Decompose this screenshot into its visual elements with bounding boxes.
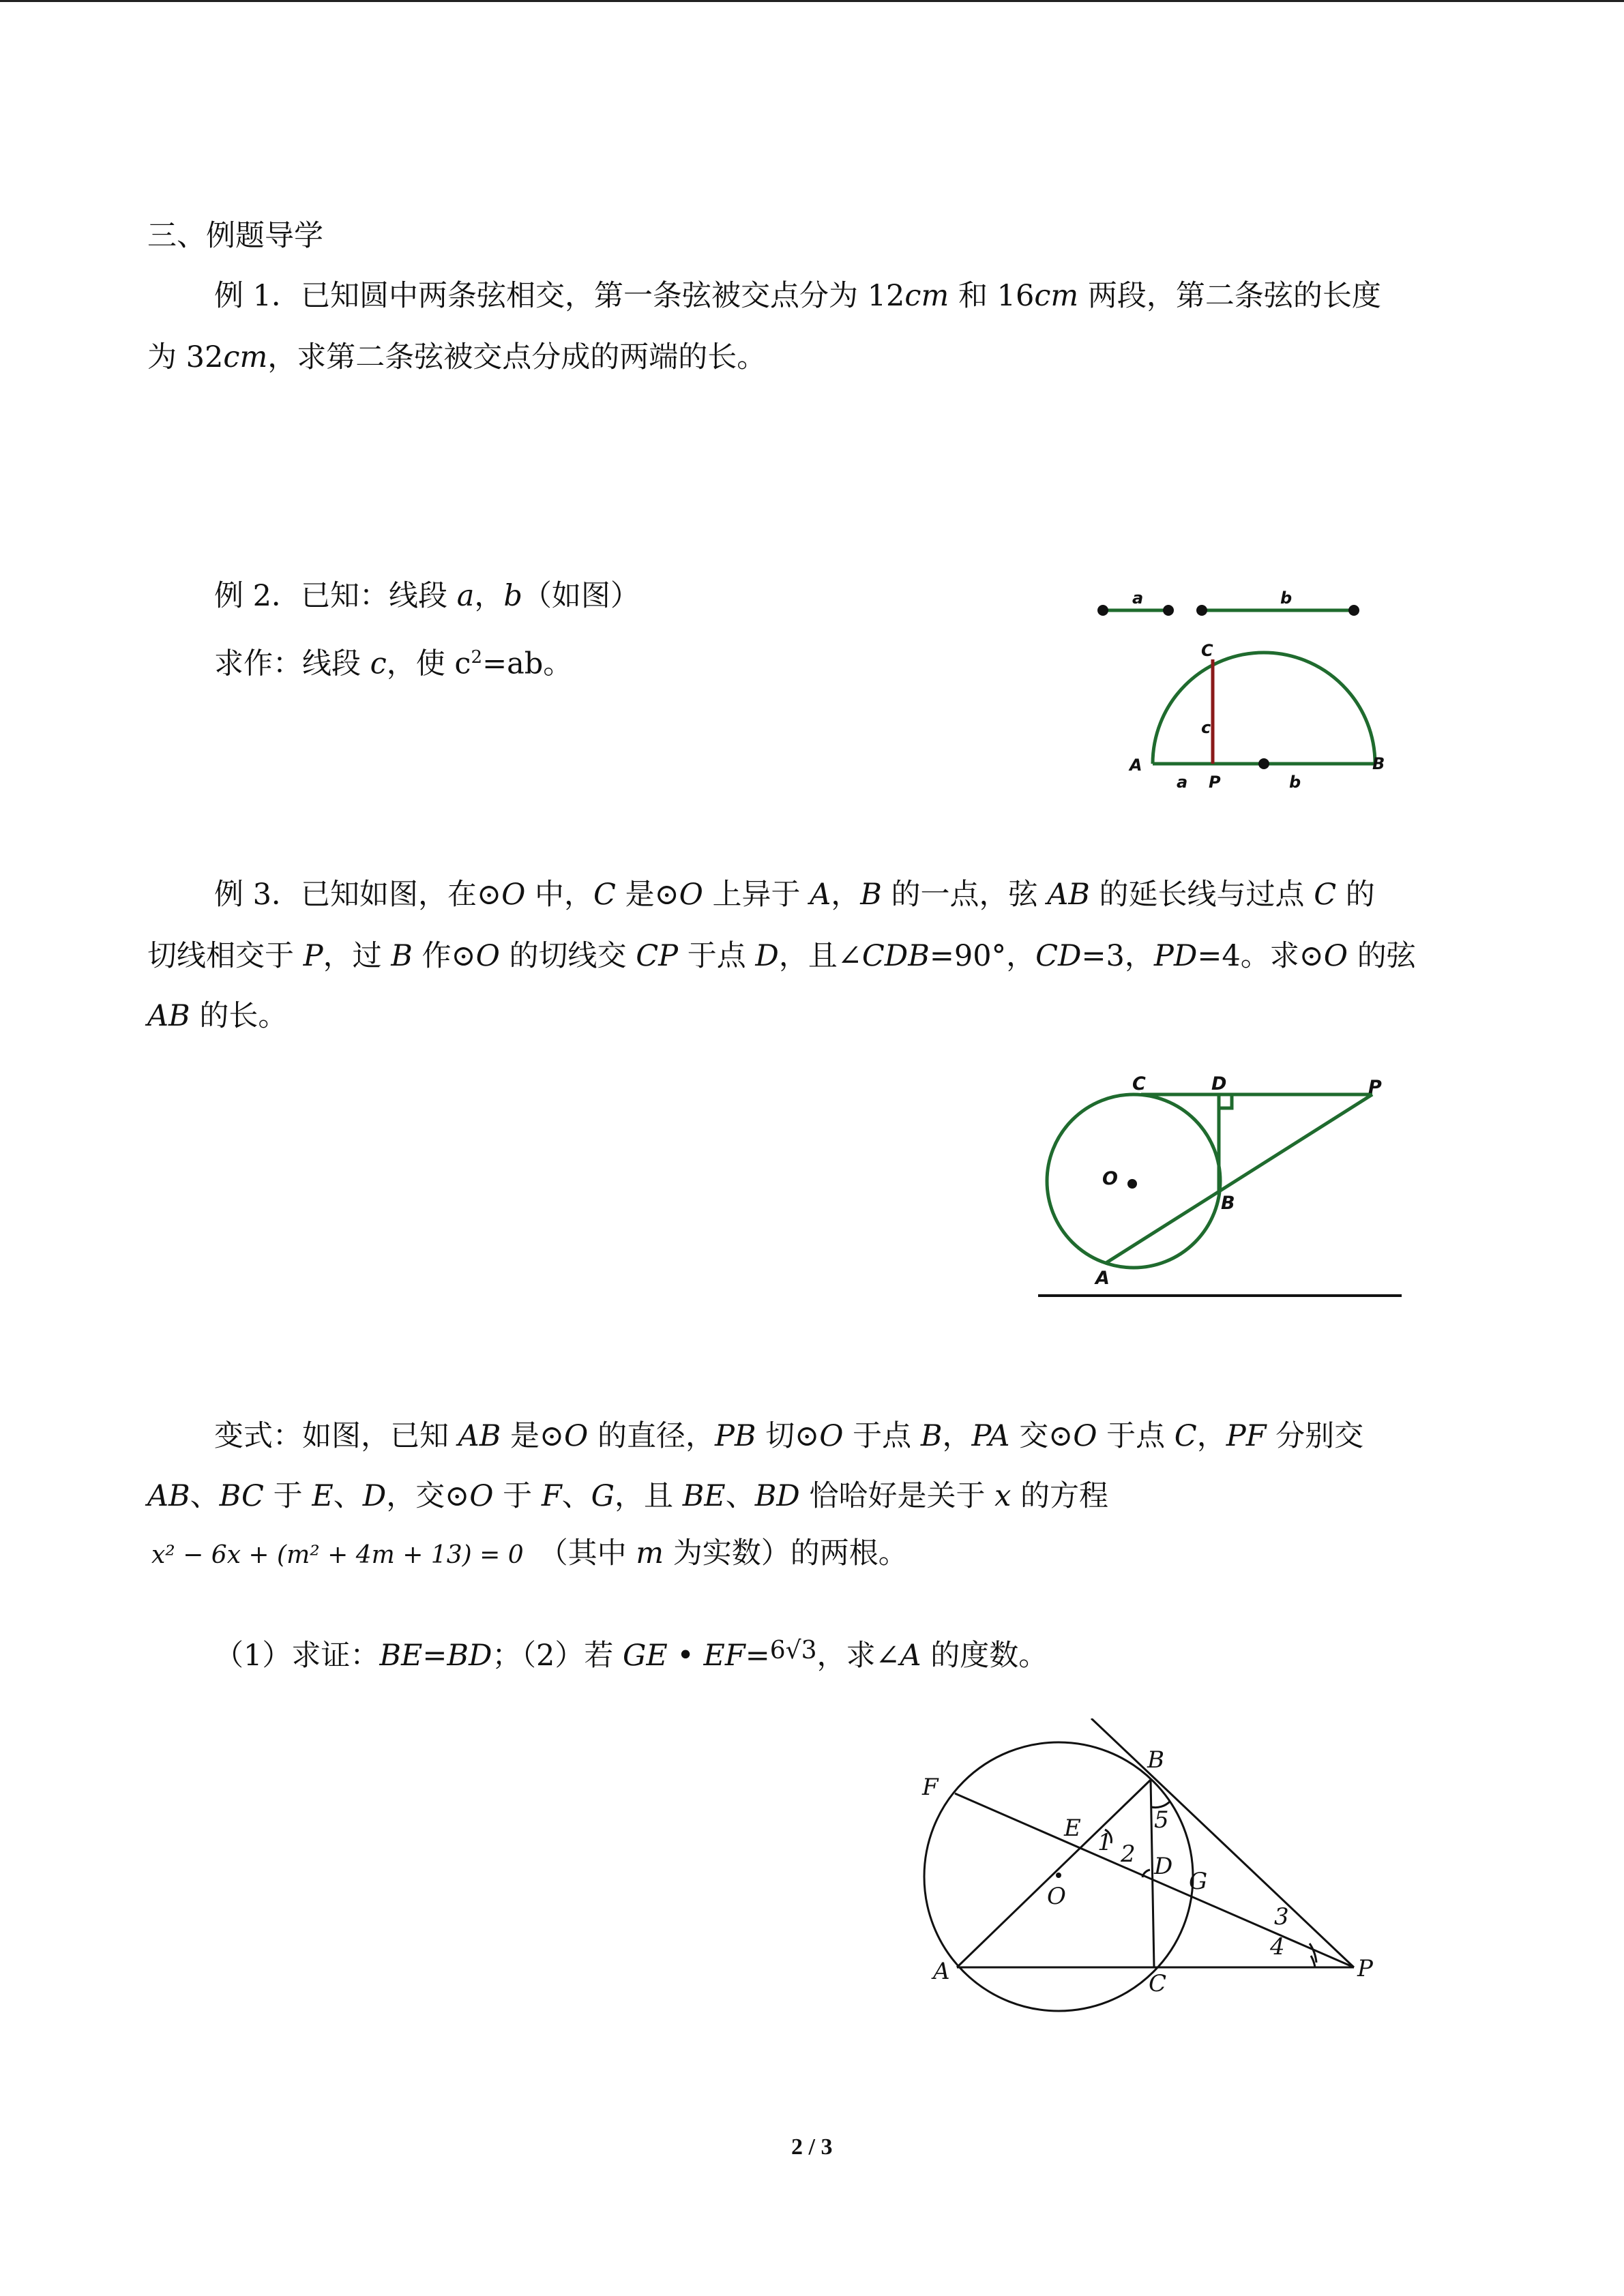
label-G: G xyxy=(1189,1868,1208,1895)
example1-line1: 例 1．已知圆中两条弦相交，第一条弦被交点分为 12cm 和 16cm 两段，第二条弦的长度 xyxy=(214,279,1381,313)
figure-variant-circle xyxy=(907,1718,1405,2018)
label-P: P xyxy=(1357,1955,1373,1982)
label-D: D xyxy=(1211,1073,1227,1094)
label-A: A xyxy=(1130,756,1142,775)
secant-line-ap xyxy=(1105,1094,1372,1264)
figure-example2-semicircle xyxy=(1078,583,1408,798)
figure-example3-tangent xyxy=(1030,1071,1419,1302)
label-P: P xyxy=(1368,1077,1382,1098)
variant-line2: AB、BC 于 E、D，交⊙O 于 F、G，且 BE、BD 恰哈好是关于 x 的方程 xyxy=(147,1479,1109,1513)
section-title: 三、例题导学 xyxy=(147,219,323,253)
label-1: 1 xyxy=(1097,1829,1112,1856)
example1-line2: 为 32cm，求第二条弦被交点分成的两端的长。 xyxy=(147,340,767,374)
label-4: 4 xyxy=(1270,1933,1285,1960)
label-A: A xyxy=(1095,1268,1110,1289)
equation: x² − 6x + (m² + 4m + 13) = 0 xyxy=(151,1541,524,1569)
label-a: a xyxy=(1177,773,1188,792)
label-C: C xyxy=(1149,1970,1167,1997)
label-C: C xyxy=(1132,1073,1146,1094)
example3-line2: 切线相交于 P，过 B 作⊙O 的切线交 CP 于点 D，且∠CDB=90°，CD=3，PD=4。求⊙O 的弦 xyxy=(147,939,1416,973)
label-B: B xyxy=(1221,1193,1235,1214)
page-number: 2 / 3 xyxy=(791,2134,833,2160)
label-b: b xyxy=(1289,773,1301,792)
label-D: D xyxy=(1154,1853,1173,1880)
center-o-dot xyxy=(1127,1179,1137,1189)
label-C: C xyxy=(1201,641,1213,660)
label-P: P xyxy=(1209,773,1221,792)
variant-line3: x² − 6x + (m² + 4m + 13) = 0 （其中 m 为实数）的两根。 xyxy=(151,1536,908,1570)
variant-line1: 变式：如图，已知 AB 是⊙O 的直径，PB 切⊙O 于点 B，PA 交⊙O 于点 C，PF 分别交 xyxy=(214,1419,1364,1453)
label-b-top: b xyxy=(1280,588,1293,608)
example2-line1: 例 2．已知：线段 a，b（如图） xyxy=(214,579,640,613)
label-c: c xyxy=(1201,718,1211,737)
example3-line3: AB 的长。 xyxy=(147,999,288,1033)
center-point xyxy=(1258,758,1269,769)
label-A: A xyxy=(933,1958,950,1985)
semicircle-arc xyxy=(1153,653,1375,764)
top-border xyxy=(0,0,1624,2)
label-O: O xyxy=(1102,1168,1118,1189)
center-o-dot xyxy=(1056,1873,1061,1878)
angle-mark-4 xyxy=(1311,1956,1315,1967)
example2-line2: 求作：线段 c，使 $c^2=ab$。 xyxy=(214,646,573,681)
label-2: 2 xyxy=(1121,1840,1136,1868)
label-3: 3 xyxy=(1274,1903,1289,1930)
label-F: F xyxy=(922,1774,939,1801)
label-E: E xyxy=(1064,1815,1081,1842)
variant-line4: （1）求证：BE=BD；（2）若 GE • EF=$^{6√3}$，求∠A 的度数。 xyxy=(214,1637,1048,1673)
label-5: 5 xyxy=(1154,1806,1169,1834)
label-O: O xyxy=(1047,1883,1066,1910)
label-B: B xyxy=(1372,754,1385,773)
right-angle-mark xyxy=(1219,1094,1232,1108)
label-a-top: a xyxy=(1132,588,1144,608)
label-B: B xyxy=(1147,1746,1164,1774)
example3-line1: 例 3．已知如图，在⊙O 中，C 是⊙O 上异于 A，B 的一点，弦 AB 的延长线与过点 C 的 xyxy=(214,878,1375,912)
